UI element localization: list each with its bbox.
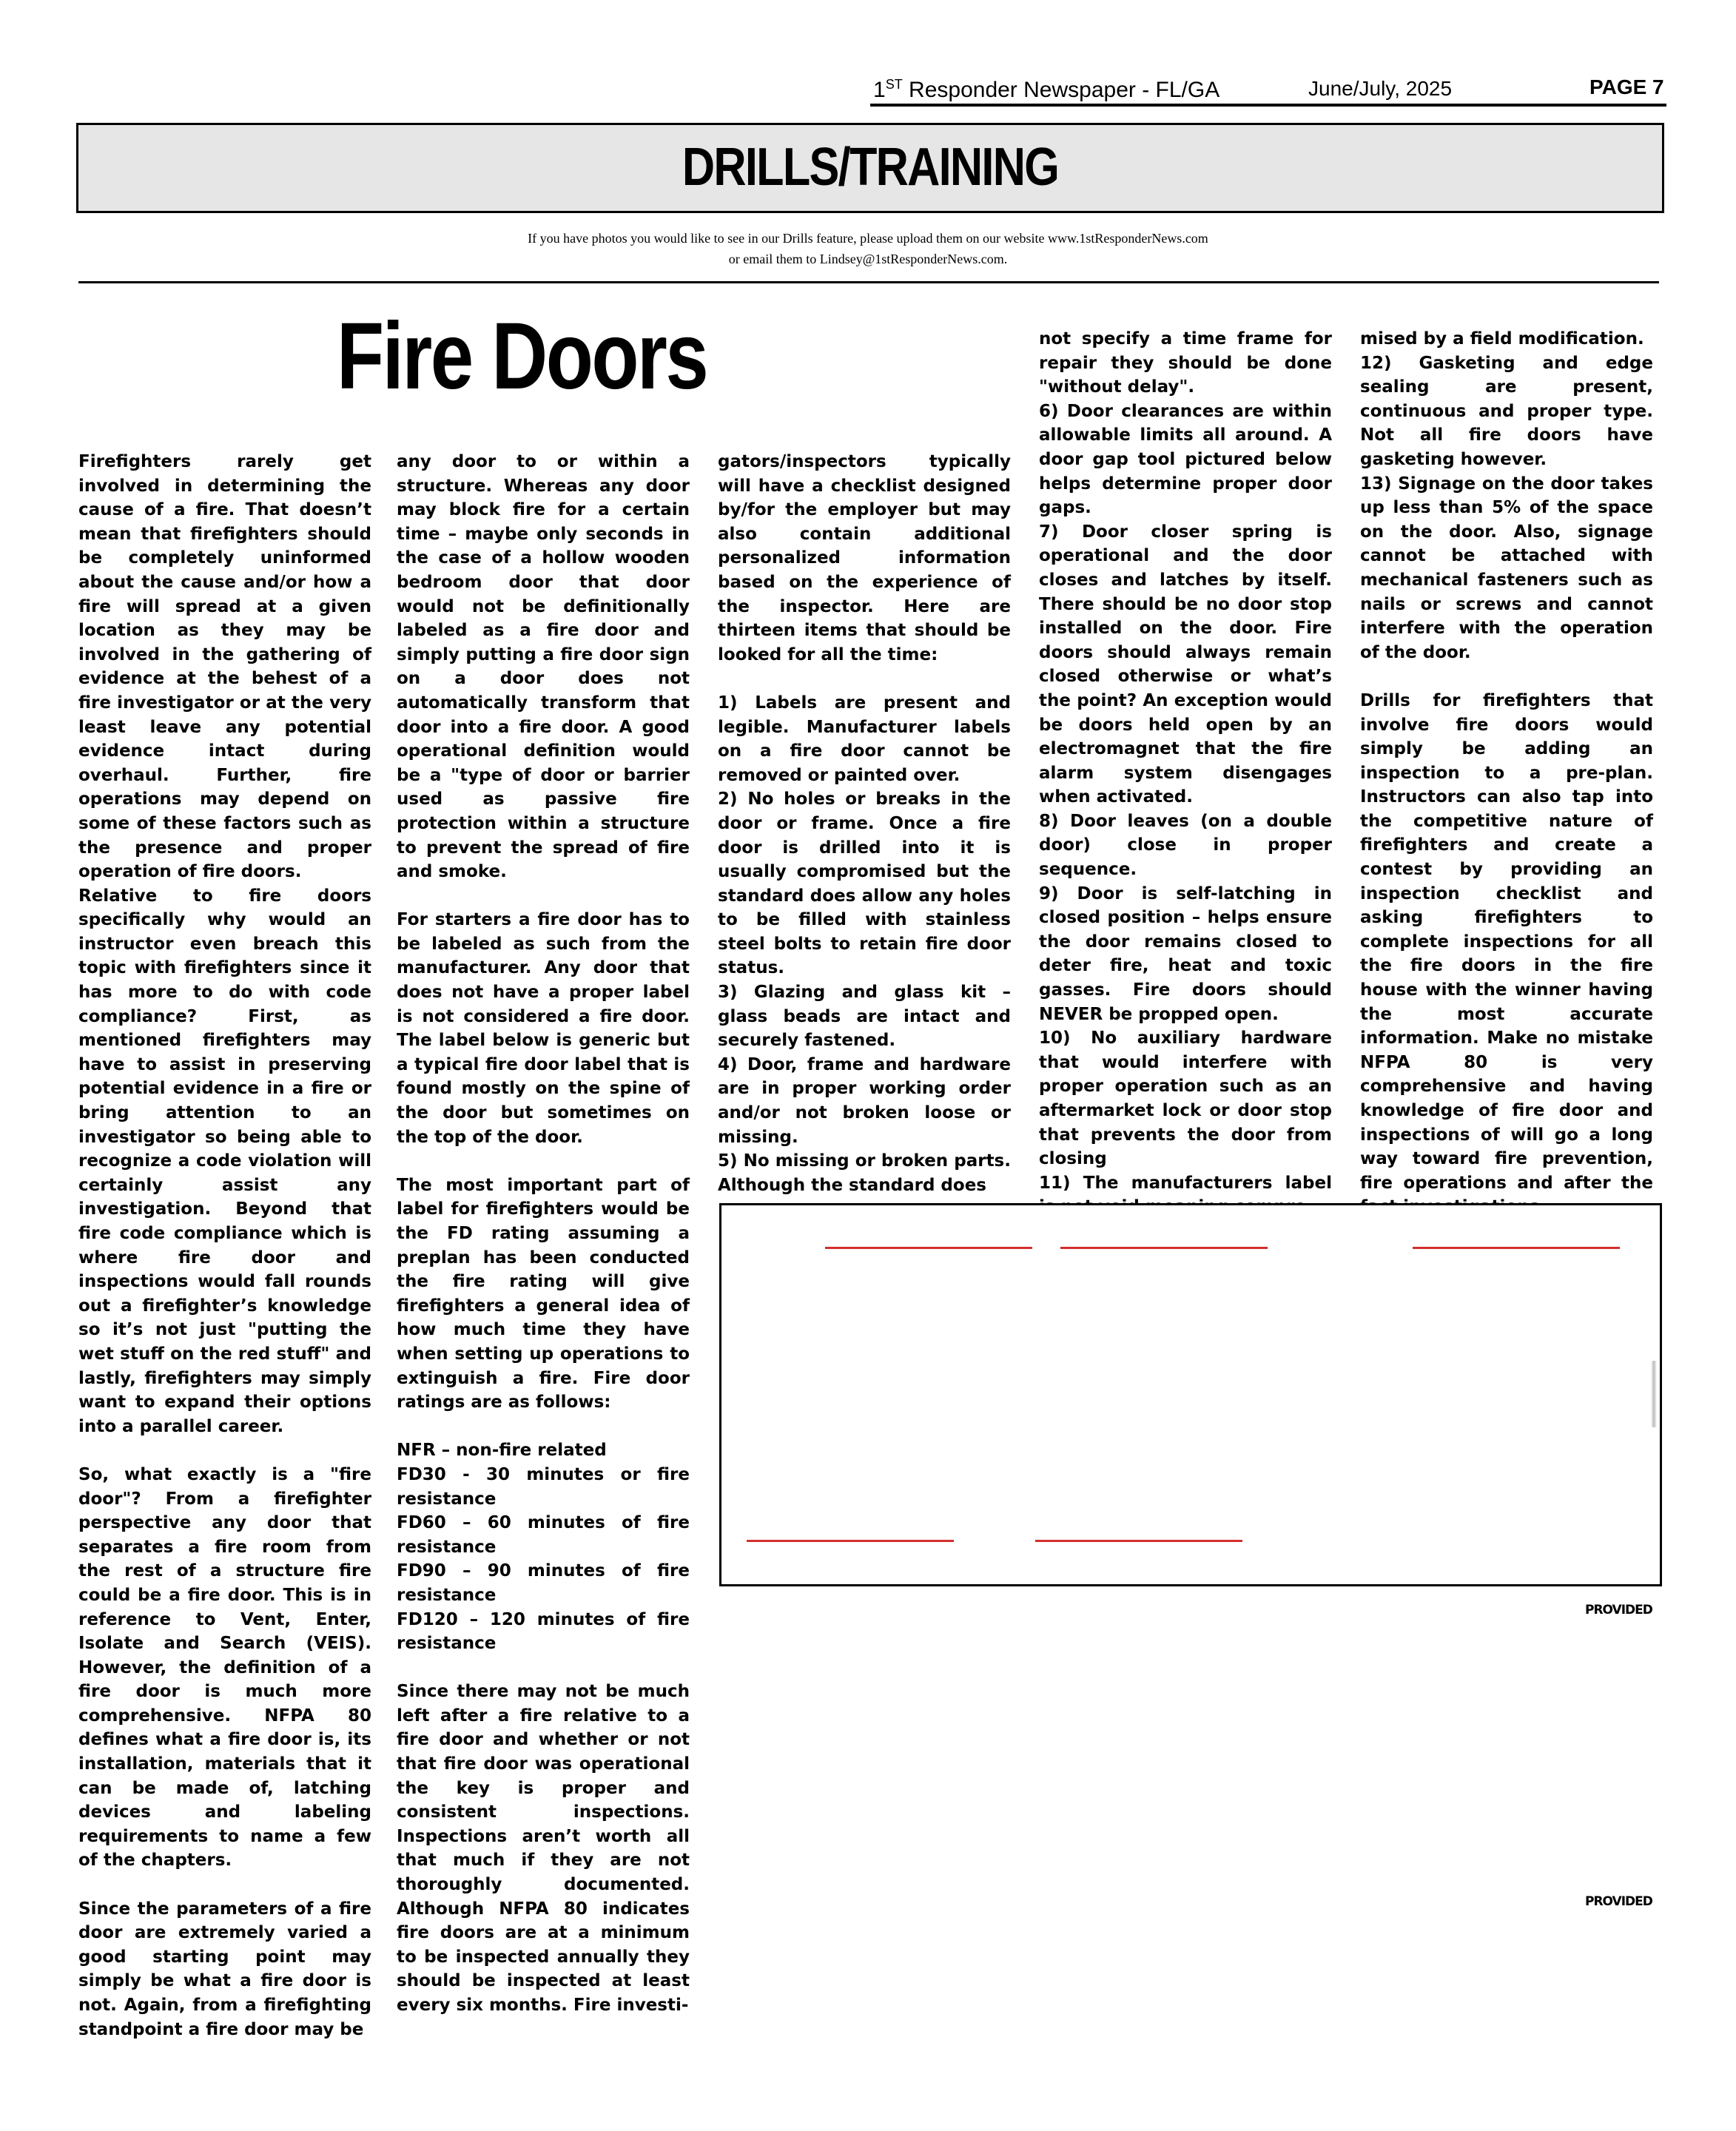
checklist-item: 2) No holes or breaks in the door or frame. Once a fire door is drilled into it is usually compromised but the standard does allow any holes to be filled with stainless steel bolts to retain fire door status. [718, 790, 1011, 978]
checklist-item: 12) Gasketing and edge sealing are present, continuous and proper type. Not all fire doors have gasketing however. [1360, 353, 1653, 469]
red-mark [747, 1540, 954, 1542]
section-title: DRILLS/TRAINING [682, 138, 1059, 197]
checklist-item: 1) Labels are present and legible. Manufacturer labels on a fire door cannot be removed or painted over. [718, 693, 1011, 785]
paragraph: any door to or within a structure. Whereas any door may block fire for a certain time – maybe only seconds in the case of a hollow wooden bedroom door that door would not be definitionally labeled as a fire door and simply putting a fire door sign on a door does not automatically transform that door into a fire door. A good operational definition would be a "type of door or barrier used as passive fire protection within a structure to prevent the spread of fire and smoke. [397, 452, 690, 882]
article-column-4 [1039, 327, 1332, 1219]
article-column-2 [397, 450, 690, 2018]
paragraph: mised by a field modification. [1360, 329, 1644, 349]
paragraph: So, what exactly is a "fire door"? From a firefighter perspective any door that separates a fire room from the rest of a structure fire could be a fire door. This is in reference to Vent, Enter, Isolate and Search (VEIS). However, the definition of a fire door is much more comprehensive. NFPA 80 defines what a fire door is, its installation, materials that it can be made of, latching devices and labeling requirements to name a few of the chapters. [78, 1464, 371, 1871]
rating-item: FD90 – 90 minutes of fire resistance [397, 1561, 690, 1605]
photo-credit: PROVIDED [1585, 1603, 1652, 1617]
notice-line-2: or email them to Lindsey@1stResponderNews.com. [728, 252, 1008, 266]
paragraph: Drills for firefighters that involve fire doors would simply be adding an inspection to a pre-plan. Instructors can also tap into the competitive nature of firefighters and create a contest by providing an inspection checklist and asking firefighters to complete inspections for all the fire doors in the fire house with the winner having the most accurate information. Make no mistake NFPA 80 is very comprehensive and having knowledge of fire door and inspections of will go a long way toward fire prevention, fire operations and after the [1360, 690, 1653, 1193]
photo-frame [719, 1203, 1662, 1586]
checklist-item: 7) Door closer spring is operational and the door closes and latches by itself. There should be no door stop installed on the door. Fire doors should always remain closed otherwise or what’s the point? An exception would be doors held open by an electromagnet that the fire alarm system disengages when activated. [1039, 522, 1332, 807]
checklist-item: 3) Glazing and glass kit – glass beads are intact and securely fastened. [718, 983, 1011, 1051]
red-mark [1413, 1247, 1620, 1249]
checklist-item: 8) Door leaves (on a double door) close in proper sequence. [1039, 811, 1332, 880]
red-mark [1060, 1247, 1268, 1249]
section-banner [76, 123, 1664, 213]
rating-item: NFR – non-fire related [397, 1441, 607, 1461]
checklist-item: 10) No auxiliary hardware that would interfere with proper operation such as an aftermarket lock or door stop that prevents the door from closing [1039, 1029, 1332, 1169]
rating-item: FD120 – 120 minutes of fire resistance [397, 1609, 690, 1654]
page-number: PAGE 7 [1589, 75, 1664, 98]
paragraph: Since there may not be much left after a fire relative to a fire door and whether or not that fire door was operational the key is proper and consistent inspections. Inspections aren’t worth all that much if they are not thoroughly documented. Although NFPA 80 indicates fire doors are at a minimum to be inspected annually they should be inspected at least every six months. Fire investi- [397, 1682, 690, 2015]
article-column-1 [78, 450, 371, 2041]
article-headline: Fire Doors [337, 303, 707, 409]
publication-name: 1ST Responder Newspaper - FL/GA [873, 77, 1220, 102]
paragraph: For starters a fire door has to be labeled as such from the manufacturer. Any door that does not have a proper label is not considered a fire door. The label below is generic but a typical fire door label that is found mostly on the spine of the door but sometimes on the top of the door. [397, 910, 690, 1147]
notice-line-1: If you have photos you would like to see in our Drills feature, please upload them on our website www.1stResponderNews.com [528, 231, 1208, 246]
notice-rule [78, 281, 1659, 283]
paragraph: gators/inspectors typically will have a checklist designed by/for the employer but may also contain additional personalized information based on the experience of the inspector. Here are thirteen items that should be looked for all the time: [718, 452, 1011, 664]
rating-item: FD60 – 60 minutes of fire resistance [397, 1513, 690, 1557]
red-mark [825, 1247, 1032, 1249]
submission-notice [222, 228, 1514, 269]
paragraph: Since the parameters of a fire door are extremely varied a good starting point may simply be what a fire door is not. Again, from a firefighting standpoint a fire door may be [78, 1899, 371, 2039]
checklist-item: 4) Door, frame and hardware are in proper working order and/or not broken loose or missing. [718, 1054, 1011, 1147]
paragraph: Firefighters rarely get involved in determining the cause of a fire. That doesn’t mean that firefighters should be completely uninformed about the cause and/or how a fire will spread at a given location as they may be involved in the gathering of evidence at the behest of a fire investigator or at the very least leave any potential evidence intact during overhaul. Further, fire operations may depend on some of these factors such as the presence and proper operation of fire doors. [78, 452, 371, 882]
checklist-item: 9) Door is self-latching in closed position – helps ensure the door remains closed to deter fire, heat and toxic gasses. Fire doors should NEVER be propped open. [1039, 883, 1332, 1024]
checklist-item: 5) No missing or broken parts. Although the standard does [718, 1151, 1011, 1195]
article-column-5 [1360, 327, 1653, 1268]
rating-item: FD30 - 30 minutes or fire resistance [397, 1464, 690, 1509]
photo-credit: PROVIDED [1585, 1894, 1652, 1909]
red-mark [1035, 1540, 1242, 1542]
issue-date: June/July, 2025 [1308, 77, 1453, 100]
edge-mark [1651, 1361, 1657, 1427]
header-rule [870, 104, 1666, 107]
paragraph: Relative to fire doors specifically why would an instructor even breach this topic with firefighters since it has more to do with code compliance? First, as mentioned firefighters may have to assist in preserving potential evidence in a fire or bring attention to an investigator so being able to recognize a code violation will certainly assist any investigation. Beyond that fire code compliance which is where fire door and inspections would fall rounds out a firefighter’s knowledge so it’s not just "putting the wet stuff on the red stuff" and lastly, firefighters may simply want to expand their options into a parallel career. [78, 886, 371, 1436]
paragraph: not specify a time frame for repair they should be done "without delay". [1039, 329, 1332, 397]
article-column-3 [718, 450, 1011, 1197]
checklist-item: 6) Door clearances are within allowable limits all around. A door gap tool pictured below helps determine proper door gaps. [1039, 401, 1332, 518]
checklist-item: 13) Signage on the door takes up less than 5% of the space on the door. Also, signage cannot be attached with mechanical fasteners such as nails or screws and cannot interfere with the operation of the door. [1360, 474, 1653, 662]
paragraph: The most important part of label for firefighters would be the FD rating assuming a preplan has been conducted the fire rating will give firefighters a general idea of how much time they have when setting up operations to extinguish a fire. Fire door ratings are as follows: [397, 1175, 690, 1413]
checklist-item: 11) The manufacturers label [1039, 1173, 1332, 1193]
